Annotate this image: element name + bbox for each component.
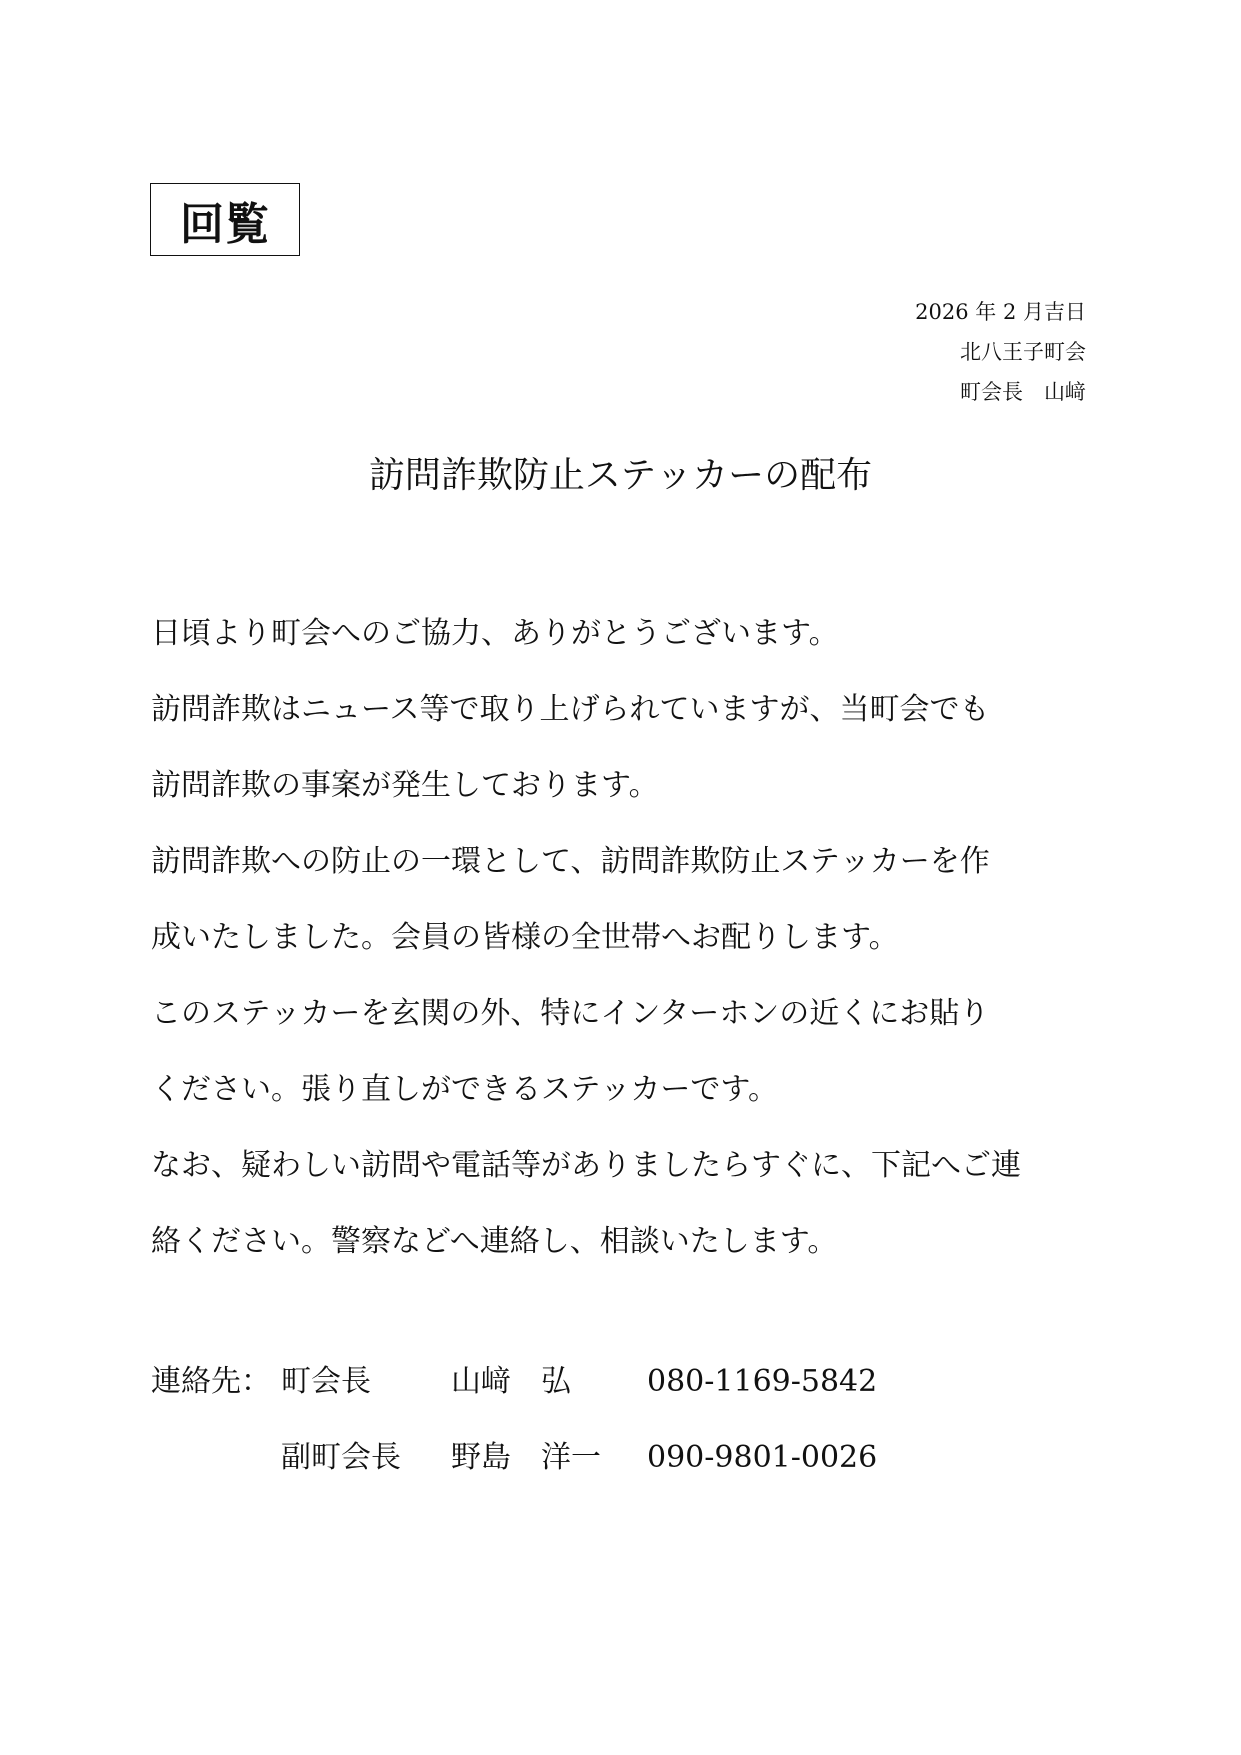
body-line: 訪問詐欺の事案が発生しております。 bbox=[151, 768, 659, 803]
body-line: 日頃より町会へのご協力、ありがとうございます。 bbox=[151, 616, 839, 651]
kairan-stamp-box bbox=[150, 183, 300, 256]
body-line: このステッカーを玄関の外、特にインターホンの近くにお貼り bbox=[151, 996, 990, 1031]
document-header-info bbox=[915, 292, 1086, 412]
contact-section bbox=[151, 1344, 877, 1496]
contact-row bbox=[151, 1344, 877, 1420]
body-line: 訪問詐欺への防止の一環として、訪問詐欺防止ステッカーを作 bbox=[151, 844, 990, 879]
body-line: ください。張り直しができるステッカーです。 bbox=[151, 1072, 778, 1107]
body-line: 成いたしました。会員の皆様の全世帯へお配りします。 bbox=[151, 920, 899, 955]
body-line: 訪問詐欺はニュース等で取り上げられていますが、当町会でも bbox=[151, 692, 990, 727]
contact-phone: 080-1169-5842 bbox=[647, 1364, 878, 1399]
contact-role: 町会長 bbox=[281, 1364, 371, 1399]
contact-phone: 090-9801-0026 bbox=[647, 1440, 878, 1475]
body-text bbox=[151, 596, 1091, 1280]
contact-role: 副町会長 bbox=[281, 1440, 401, 1475]
kairan-label: 回覧 bbox=[180, 198, 270, 250]
body-line: 絡ください。警察などへ連絡し、相談いたします。 bbox=[151, 1224, 838, 1259]
contact-indent bbox=[151, 1420, 281, 1496]
contact-name: 野島 洋一 bbox=[451, 1440, 601, 1475]
contact-label: 連絡先： bbox=[151, 1364, 271, 1399]
document-title: 訪問詐欺防止ステッカーの配布 bbox=[368, 455, 873, 496]
contact-row bbox=[151, 1420, 877, 1496]
contact-name: 山﨑 弘 bbox=[451, 1364, 571, 1399]
author-name: 町会長 山﨑 bbox=[960, 380, 1086, 404]
body-line: なお、疑わしい訪問や電話等がありましたらすぐに、下記へご連 bbox=[151, 1148, 1021, 1183]
issue-date: 2026 年 2 月吉日 bbox=[915, 300, 1086, 324]
organization-name: 北八王子町会 bbox=[960, 340, 1086, 364]
